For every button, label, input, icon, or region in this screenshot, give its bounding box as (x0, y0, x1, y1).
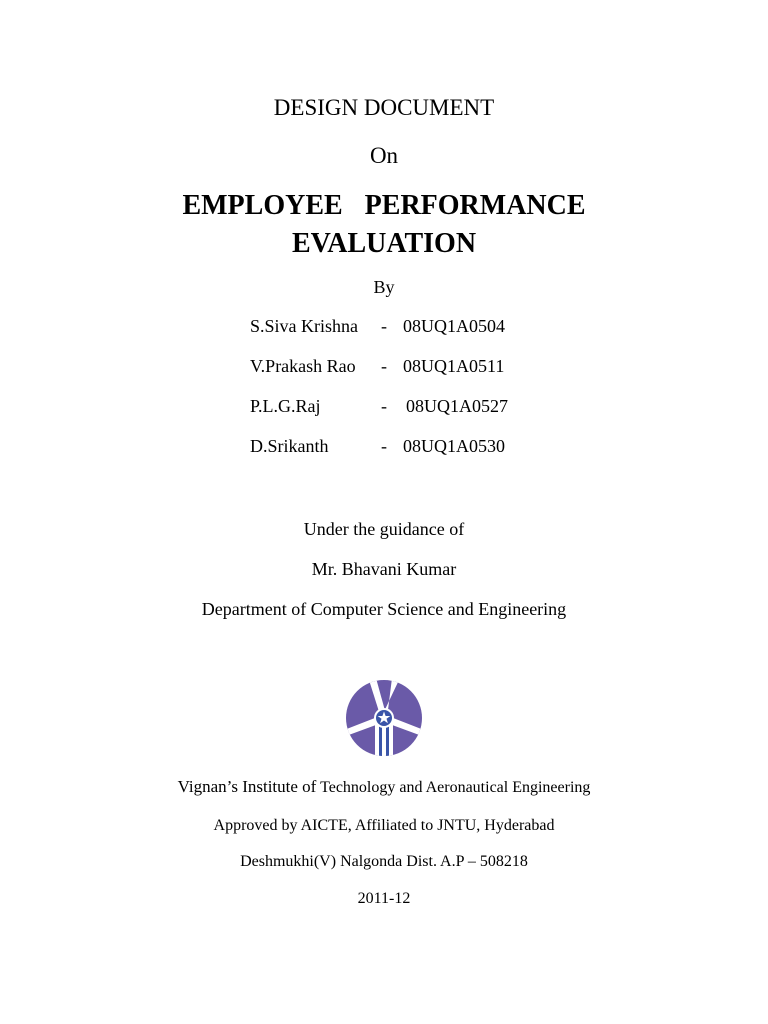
guidance-intro: Under the guidance of (303, 519, 465, 539)
member-row (250, 396, 550, 436)
member-row (250, 436, 550, 476)
approval-line: Approved by AICTE, Affiliated to JNTU, Hyderabad (213, 817, 555, 834)
member-name: D.Srikanth (250, 436, 329, 456)
mentor-name: Mr. Bhavani Kumar (311, 559, 457, 579)
academic-year: 2011-12 (357, 890, 411, 907)
institute-name-part1: Vignan’s Institute of (177, 777, 317, 796)
by-label: By (373, 277, 395, 297)
member-list (250, 316, 550, 476)
member-name: P.L.G.Raj (250, 396, 321, 416)
institute-name-part2: Technology and Aeronautical Engineering (320, 779, 591, 796)
member-roll-number: 08UQ1A0504 (403, 316, 505, 336)
title-line-2: EVALUATION (291, 228, 477, 259)
member-separator: - (381, 316, 387, 336)
member-separator: - (381, 396, 387, 416)
member-separator: - (381, 436, 387, 456)
member-name: V.Prakash Rao (250, 356, 356, 376)
address-line: Deshmukhi(V) Nalgonda Dist. A.P – 508218 (240, 853, 528, 870)
member-name: S.Siva Krishna (250, 316, 358, 336)
institute-logo (344, 678, 424, 758)
member-roll-number: 08UQ1A0530 (403, 436, 505, 456)
member-row (250, 316, 550, 356)
member-row (250, 356, 550, 396)
document-title (0, 187, 768, 263)
document-connector: On (369, 143, 399, 168)
title-line-1: EMPLOYEE PERFORMANCE (182, 190, 586, 221)
member-roll-number: 08UQ1A0511 (403, 356, 505, 376)
document-heading: DESIGN DOCUMENT (273, 95, 495, 120)
member-separator: - (381, 356, 387, 376)
institute-name (0, 777, 768, 797)
member-roll-number: 08UQ1A0527 (406, 396, 508, 416)
department-name: Department of Computer Science and Engineering (201, 599, 567, 619)
